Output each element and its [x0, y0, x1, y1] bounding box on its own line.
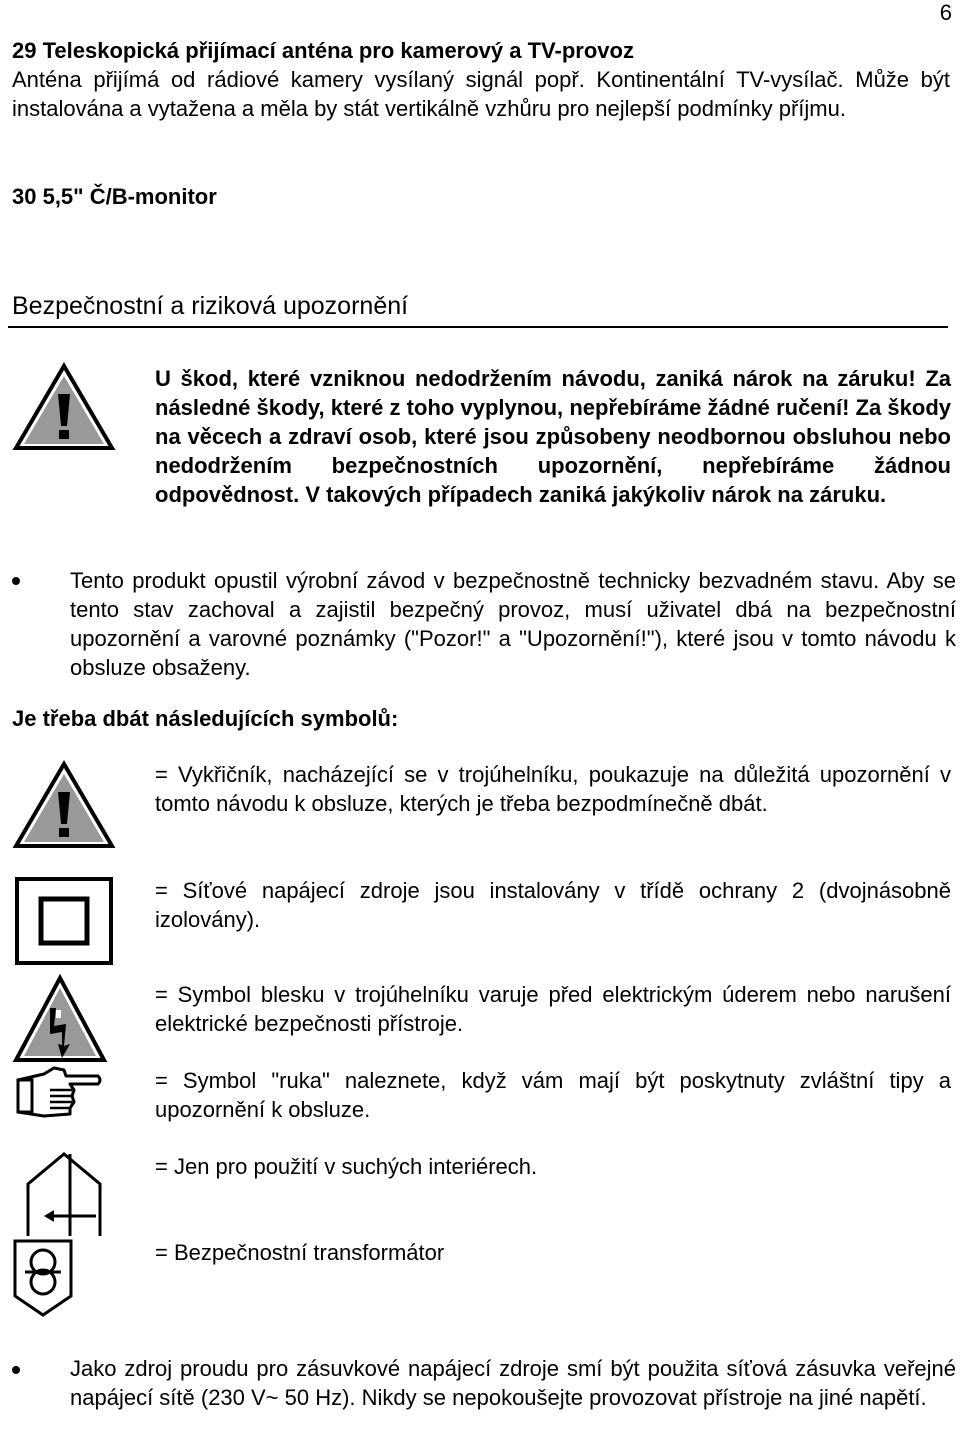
- double-square-icon: [14, 876, 114, 966]
- page-number: 6: [939, 0, 952, 25]
- section-title: Bezpečnostní a riziková upozornění: [12, 292, 409, 320]
- symbol-exclamation-text: = Vykřičník, nacházející se v trojúhelníku, poukazuje na důležitá upozornění v tomto návodu k obsluze, kterých je třeba bezpodmínečně dbát.: [155, 762, 951, 816]
- bullet-product-text: Tento produkt opustil výrobní závod v bezpečnostně technicky bezvadném stavu. Aby se tento stav zachoval a zajistil bezpečný provoz, musí uživatel dbá na bezpečnostní upozornění a varovné poznámky ("Pozor!" a "Upozornění!"), které jsou v tomto návodu k obsluze obsaženy.: [70, 568, 956, 680]
- lightning-triangle-icon: [12, 974, 108, 1064]
- item-29-text: Anténa přijímá od rádiové kamery vysílaný signál popř. Kontinentální TV-vysílač. Může být instalována a vytažena a měla by stát vertikálně vzhůru pro nejlepší podmínky příjmu.: [12, 67, 950, 121]
- symbol-double-square-text: = Síťové napájecí zdroje jsou instalovány v třídě ochrany 2 (dvojnásobně izolovány).: [155, 878, 951, 932]
- house-icon: [10, 1148, 106, 1238]
- symbols-heading: Je třeba dbát následujících symbolů:: [12, 706, 399, 731]
- warning-text: U škod, které vzniknou nedodržením návodu, zaniká nárok na záruku! Za následné škody, které z toho vyplynou, nepřebíráme žádné ručení! Za škody na věcech a zdraví osob, které jsou způsobeny neodbornou obsluhou nebo nedodržením bezpečnostních upozornění, nepřebíráme žádnou odpovědnost. V takových případech zaniká jakýkoliv nárok na záruku.: [155, 366, 951, 507]
- symbol-lightning-text: = Symbol blesku v trojúhelníku varuje před elektrickým úderem nebo narušení elektrické bezpečnosti přístroje.: [155, 982, 951, 1036]
- symbol-hand-text: = Symbol "ruka" naleznete, když vám mají být poskytnuty zvláštní tipy a upozornění k obsluze.: [155, 1068, 951, 1122]
- safety-transformer-icon: [12, 1238, 74, 1318]
- item-30-heading: 30 5,5" Č/B-monitor: [12, 184, 217, 209]
- symbol-transformer-text: = Bezpečnostní transformátor: [155, 1240, 445, 1265]
- symbol-house-text: = Jen pro použití v suchých interiérech.: [155, 1154, 538, 1179]
- pointing-hand-icon: [14, 1062, 104, 1122]
- item-29-heading: 29 Teleskopická přijímací anténa pro kamerový a TV-provoz: [12, 38, 634, 63]
- bullet-power-text: Jako zdroj proudu pro zásuvkové napájecí zdroje smí být použita síťová zásuvka veřejné napájecí sítě (230 V~ 50 Hz). Nikdy se nepokoušejte provozovat přístroje na jiné napětí.: [70, 1356, 956, 1410]
- bullet-dot: [12, 577, 20, 585]
- section-divider: [8, 326, 948, 328]
- bullet-dot: [12, 1366, 20, 1374]
- exclamation-triangle-icon: [12, 760, 116, 850]
- warning-triangle-icon: [12, 362, 116, 452]
